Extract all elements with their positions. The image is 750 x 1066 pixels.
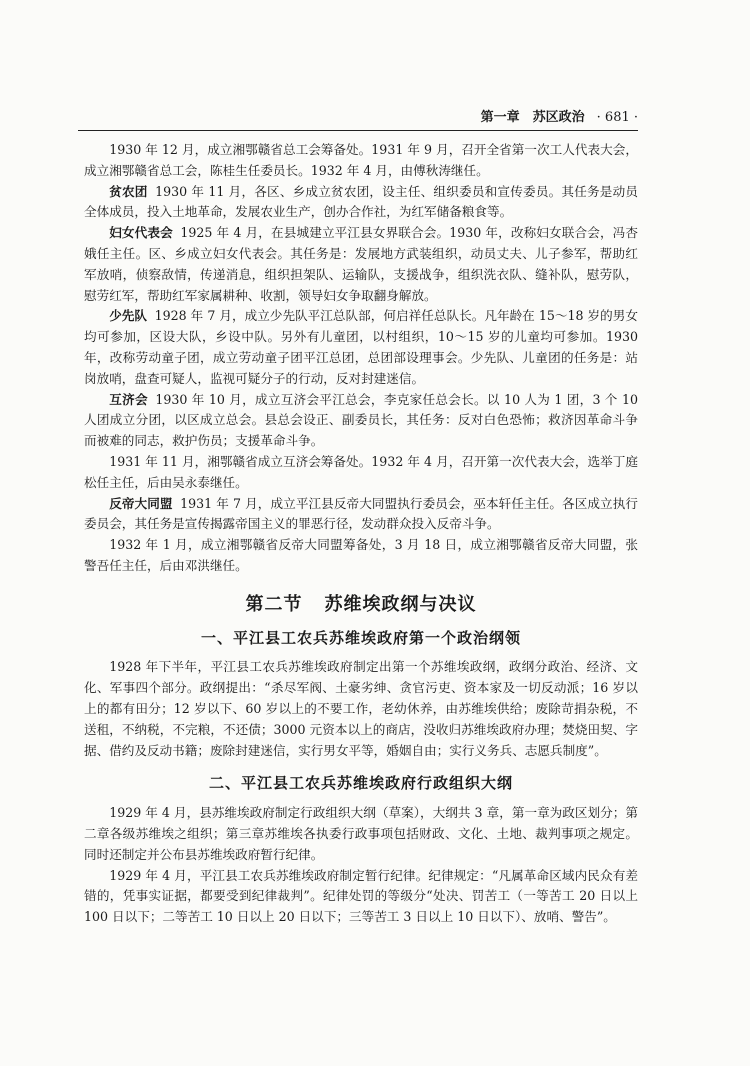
paragraph: 1928 年下半年，平江县工农兵苏维埃政府制定出第一个苏维埃政纲，政纲分政治、经济、文化、军事四个部分。政纲提出：“杀尽军阀、土豪劣绅、贪官污吏、资本家及一切反动派；16 岁以上的都有田分；12 岁以下、60 岁以上的不要工作，老幼休养，由苏维埃供给；废除苛捐杂税，不送租，不纳税，不完粮，不还债；3000 元资本以上的商店，没收归苏维埃政府办理；焚烧田契、字据、借约及反动书籍；废除封建迷信，实行男女平等，婚姻自由；实行义务兵、志愿兵制度”。 [84,659,638,758]
page-number: · 681 · [596,110,638,125]
header-rule [78,130,638,131]
org-paragraph-funv [84,223,638,306]
paragraph: 1929 年 4 月，县苏维埃政府制定行政组织大纲（草案），大纲共 3 章，第一章为政区划分；第二章各级苏维埃之组织；第三章苏维埃各执委行政事项包括财政、文化、土地、裁判事项之规定。同时还制定并公布县苏维埃政府暂行纪律。 [84,805,638,862]
subsection-heading: 一、平江县工农兵苏维埃政府第一个政治纲领 [200,628,521,647]
org-text: 1925 年 4 月，在县城建立平江县女界联合会。1930 年，改称妇女联合会，冯杏娥任主任。区、乡成立妇女代表会。其任务是：发展地方武装组织，动员丈夫、儿子参军，帮助红军放哨，侦察敌情，传递消息，组织担架队、运输队，支援战争，组织洗衣队、缝补队，慰劳队，慰劳红军，帮助红军家属耕种、收割，领导妇女争取翻身解放。 [84,225,638,303]
org-term: 互济会 [109,391,148,407]
org-text: 1931 年 7 月，成立平江县反帝大同盟执行委员会，巫本轩任主任。各区成立执行委员会，其任务是宣传揭露帝国主义的罪恶行径，发动群众投入反帝斗争。 [84,495,639,532]
chapter-title: 第一章 苏区政治 [480,110,585,125]
org-term: 少先队 [109,308,148,324]
org-text: 1930 年 11 月，各区、乡成立贫农团，设主任、组织委员和宣传委员。其任务是动员全体成员，投入土地革命，发展农业生产，创办合作社，为红军储备粮食等。 [84,183,639,220]
org-text: 1928 年 7 月，成立少先队平江总队部，何启祥任总队长。凡年龄在 15～18 岁的男女均可参加，区设大队，乡设中队。另外有儿童团，以村组织，10～15 岁的儿童均可参加。1930 年，改称劳动童子团，成立劳动童子团平江总团，总团部设理事会。少先队、儿童团的任务是：站岗放哨，盘查可疑人，监视可疑分子的行动，反对封建迷信。 [84,308,638,386]
paragraph: 1929 年 4 月，平江县工农兵苏维埃政府制定暂行纪律。纪律规定：“凡属革命区域内民众有差错的，凭事实证据，都要受到纪律裁判”。纪律处罚的等级分“处决、罚苦工（一等苦工 20 日以上 100 日以下；二等苦工 10 日以上 20 日以下；三等苦工 3 日以上 10 日以下）、放哨、警告”。 [84,867,638,925]
org-term: 反帝大同盟 [109,495,173,511]
paragraph: 1931 年 11 月，湘鄂赣省成立互济会筹备处。1932 年 4 月，召开第一次代表大会，选举丁庭松任主任，后由吴永泰继任。 [84,453,638,490]
org-term: 妇女代表会 [109,225,173,241]
org-paragraph-fandi [84,494,638,536]
org-term: 贫农团 [109,183,148,199]
paragraph: 1930 年 12 月，成立湘鄂赣省总工会筹备处。1931 年 9 月，召开全省第一次工人代表大会，成立湘鄂赣省总工会，陈桂生任委员长。1932 年 4 月，由傅秋涛继任。 [84,142,638,178]
paragraph: 1932 年 1 月，成立湘鄂赣省反帝大同盟筹备处，3 月 18 日，成立湘鄂赣省反帝大同盟，张警吾任主任，后由邓洪继任。 [84,537,638,573]
org-paragraph-shaoxiandui [84,306,638,389]
running-header [78,106,638,130]
subsection-heading: 二、平江县工农兵苏维埃政府行政组织大纲 [208,774,513,793]
org-paragraph-pinnongtuan [84,182,638,224]
section-number: 第二节 [245,593,303,615]
org-text: 1930 年 10 月，成立互济会平江总会，李克家任总会长。以 10 人为 1 团，3 个 10 人团成立分团，以区成立总会。县总会设正、副委员长，其任务：反对白色恐怖；救济因革命斗争而被难的同志，救护伤员；支援革命斗争。 [84,391,638,449]
section-heading [84,595,638,616]
section-title: 苏维埃政纲与决议 [324,593,477,615]
org-paragraph-hujihui [84,390,638,452]
body-text [84,140,638,928]
